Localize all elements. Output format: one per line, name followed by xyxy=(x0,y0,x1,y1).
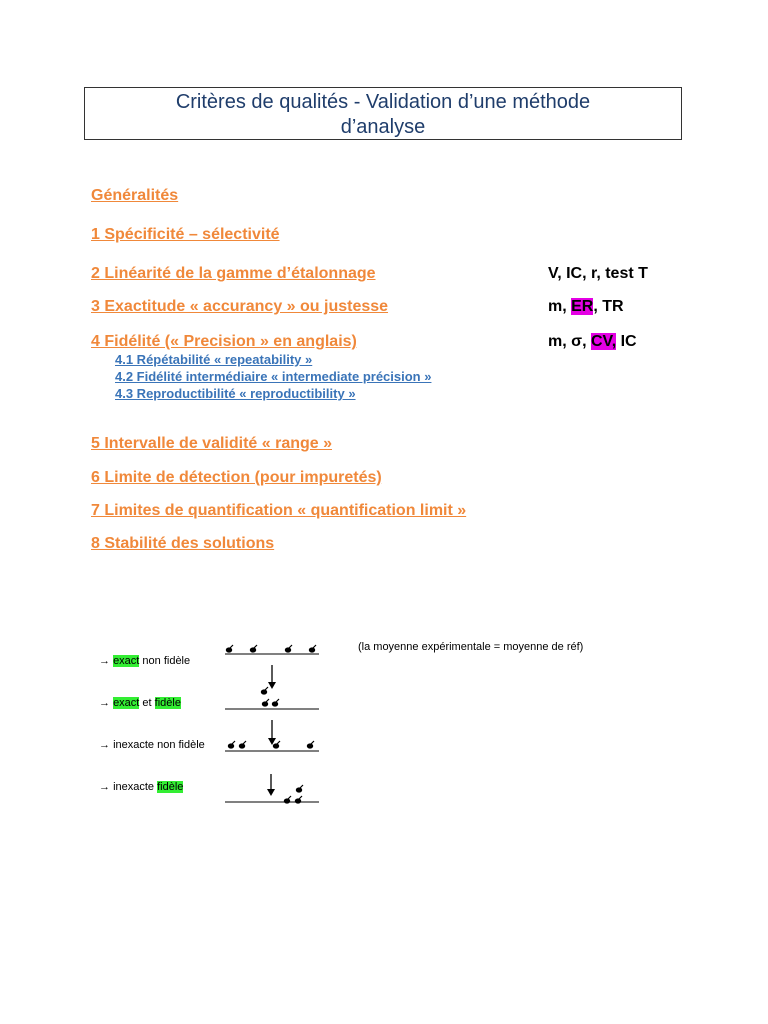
shot-mark xyxy=(309,645,316,653)
shot-mark xyxy=(261,687,268,695)
reference-note: (la moyenne expérimentale = moyenne de réf) xyxy=(358,641,584,653)
highlight-cv: CV, xyxy=(590,333,617,350)
shot-mark xyxy=(307,741,314,749)
highlight-exact: exact xyxy=(113,655,140,667)
right-col-linearite: V, IC, r, test T xyxy=(548,265,648,282)
shot-mark xyxy=(296,785,303,793)
right-col-fidelite-a: m, σ, xyxy=(548,333,591,350)
highlight-fidele: fidèle xyxy=(157,781,184,793)
heading-stabilite[interactable]: 8 Stabilité des solutions xyxy=(91,535,275,552)
shot-mark xyxy=(272,699,279,707)
arrow-glyph: → xyxy=(99,781,110,793)
heading-exactitude[interactable]: 3 Exactitude « accurancy » ou justesse xyxy=(91,298,389,315)
subheading-fidelite-intermediaire[interactable]: 4.2 Fidélité intermédiaire « intermediate précision » xyxy=(115,369,432,384)
subheading-repetabilite[interactable]: 4.1 Répétabilité « repeatability » xyxy=(115,352,313,367)
title-line-2: d’analyse xyxy=(340,116,426,138)
diagram-row-3 xyxy=(225,720,319,751)
shot-mark xyxy=(250,645,257,653)
shot-mark xyxy=(262,699,269,707)
subheading-reproductibilite[interactable]: 4.3 Reproductibilité « reproductibility » xyxy=(115,386,356,401)
highlight-exact: exact xyxy=(113,697,140,709)
diagram-row-2 xyxy=(225,687,319,709)
label-non-fidele: non fidèle xyxy=(139,655,191,667)
shot-mark xyxy=(285,645,292,653)
diagram-row-4 xyxy=(225,774,319,804)
heading-intervalle[interactable]: 5 Intervalle de validité « range » xyxy=(91,435,332,452)
heading-linearite[interactable]: 2 Linéarité de la gamme d’étalonnage xyxy=(91,265,376,282)
right-col-exactitude-b: , TR xyxy=(593,298,624,315)
reference-arrow-head xyxy=(267,789,275,796)
heading-limites-quantification[interactable]: 7 Limites de quantification « quantification limit » xyxy=(91,502,467,519)
label-inexacte: inexacte xyxy=(113,781,158,793)
heading-specificite[interactable]: 1 Spécificité – sélectivité xyxy=(91,226,280,243)
right-col-fidelite-b: IC xyxy=(616,333,637,350)
shot-mark xyxy=(228,741,235,749)
heading-limite-detection[interactable]: 6 Limite de détection (pour impuretés) xyxy=(91,469,382,486)
arrow-glyph: → xyxy=(99,697,110,709)
arrow-glyph: → xyxy=(99,739,110,751)
shot-mark xyxy=(226,645,233,653)
shot-mark xyxy=(273,741,280,749)
arrow-glyph: → xyxy=(99,655,110,667)
highlight-er: ER xyxy=(571,298,594,315)
right-col-exactitude-a: m, xyxy=(548,298,572,315)
title-line-1: Critères de qualités - Validation d’une méthode xyxy=(175,91,591,113)
label-et: et xyxy=(139,697,155,709)
label-inexacte-non-fidele: inexacte non fidèle xyxy=(113,739,205,751)
diagram-row-1 xyxy=(225,645,319,689)
heading-fidelite[interactable]: 4 Fidélité (« Precision » en anglais) xyxy=(91,333,357,350)
heading-generalites[interactable]: Généralités xyxy=(91,187,179,204)
highlight-fidele: fidèle xyxy=(154,697,181,709)
reference-arrow-head xyxy=(268,682,276,689)
shot-mark xyxy=(239,741,246,749)
